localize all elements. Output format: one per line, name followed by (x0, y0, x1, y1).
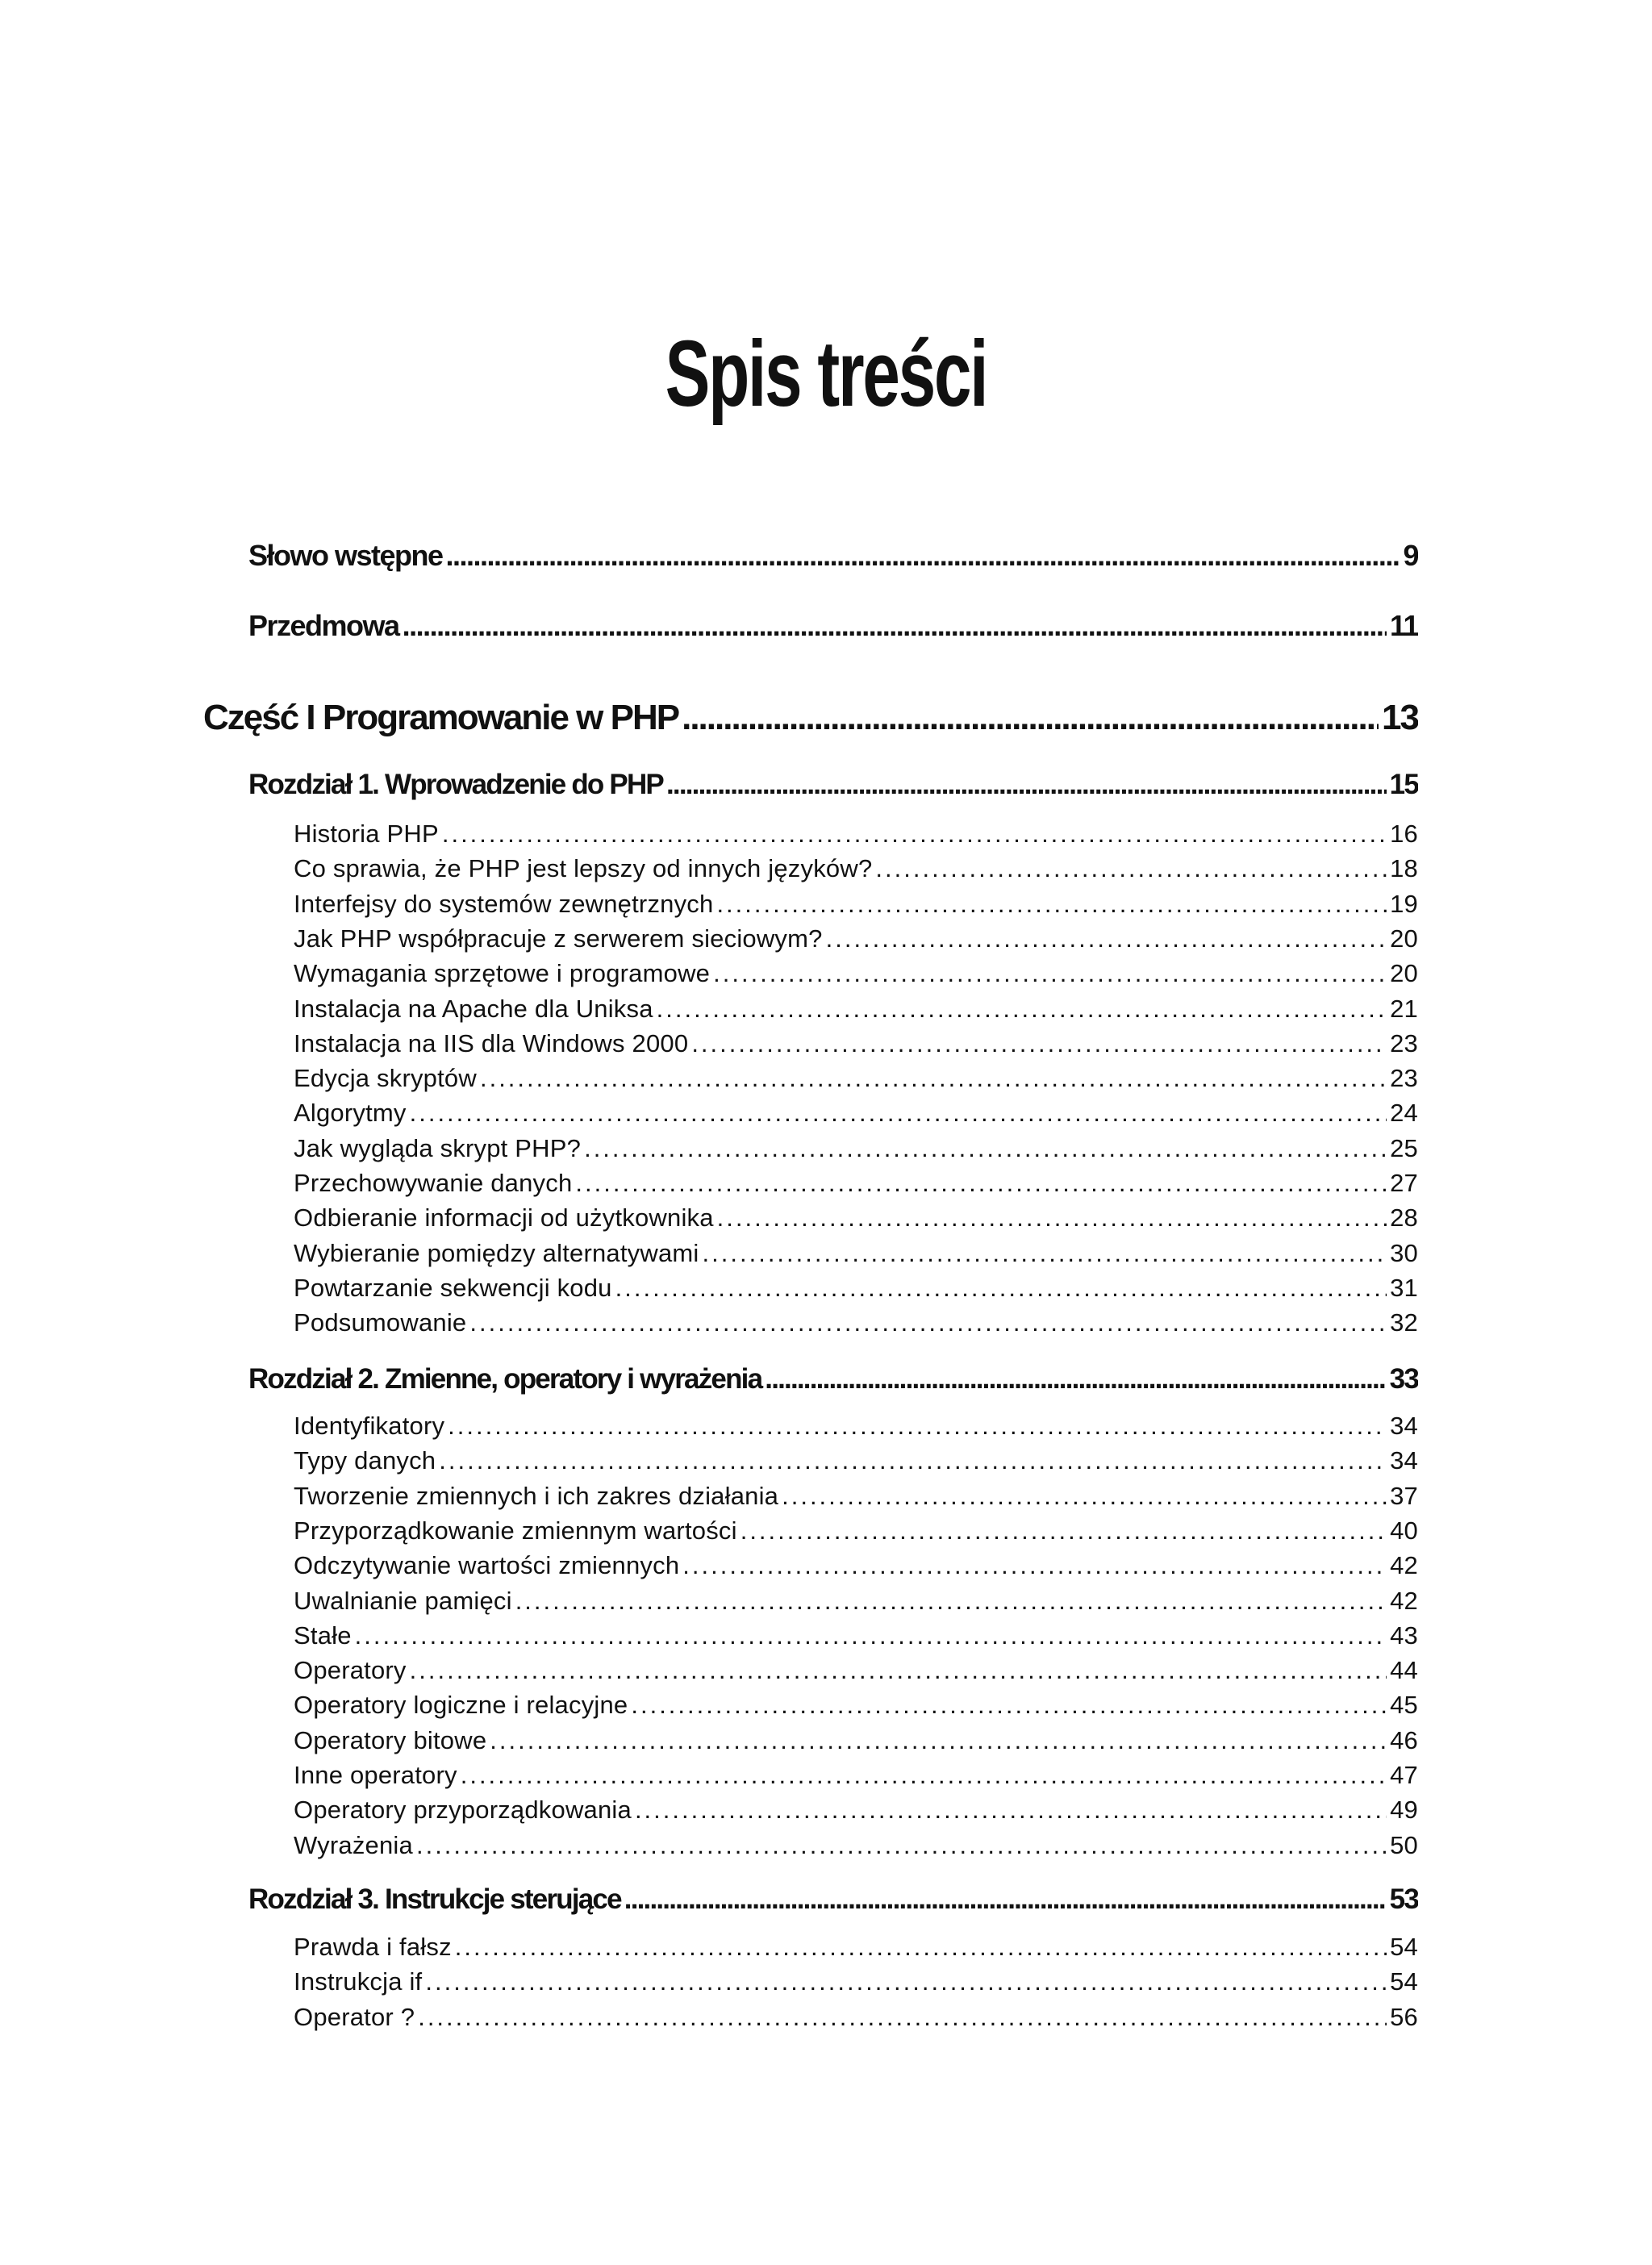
toc-part-entry-label: Część I Programowanie w PHP (203, 698, 679, 737)
toc-section-entry-label: Przyporządkowanie zmiennym wartości (294, 1516, 737, 1545)
toc-section-entry-page-number: 18 (1390, 854, 1418, 882)
toc-section-entry-page-number: 49 (1390, 1796, 1418, 1824)
dot-leader (682, 1551, 1387, 1580)
toc-section-entry-page-number: 34 (1390, 1412, 1418, 1440)
dot-leader (631, 1691, 1387, 1720)
toc-section-entry-label: Co sprawia, że PHP jest lepszy od innych języków? (294, 854, 873, 882)
toc-section-entry-page-number: 21 (1390, 995, 1418, 1023)
toc-section-entry-page-number: 42 (1390, 1551, 1418, 1579)
toc-chapter-entry (248, 1363, 1418, 1395)
toc-section-entry (294, 1831, 1418, 1860)
toc-section-entry-page-number: 20 (1390, 924, 1418, 953)
dot-leader (416, 1831, 1387, 1860)
toc-section-entry (294, 1134, 1418, 1163)
toc-chapter-entry-label: Rozdział 3. Instrukcje sterujące (248, 1883, 621, 1915)
toc-section-entry (294, 890, 1418, 919)
toc-section-entry (294, 1796, 1418, 1825)
toc-section-entry-page-number: 56 (1390, 2003, 1418, 2031)
toc-section-entry-page-number: 24 (1390, 1099, 1418, 1127)
toc-section-entry-label: Wyrażenia (294, 1831, 413, 1859)
toc-section-entry-label: Odczytywanie wartości zmiennych (294, 1551, 680, 1579)
dot-leader (624, 1883, 1387, 1916)
toc-section-entry (294, 1412, 1418, 1441)
toc-section-entry-label: Operatory bitowe (294, 1726, 487, 1754)
toc-section-entry-page-number: 54 (1390, 1967, 1418, 1996)
toc-chapter-entry-label: Rozdział 1. Wprowadzenie do PHP (248, 769, 663, 800)
toc-section-entry-page-number: 31 (1390, 1274, 1418, 1302)
toc-section-entry-label: Instalacja na IIS dla Windows 2000 (294, 1029, 689, 1057)
dot-leader (410, 1656, 1387, 1685)
toc-section-entry (294, 2003, 1418, 2032)
toc-section-entry (294, 1099, 1418, 1128)
page-title: Spis treści (665, 321, 987, 426)
toc-section-entry-page-number: 20 (1390, 959, 1418, 987)
toc-section-entry-label: Operatory logiczne i relacyjne (294, 1691, 628, 1719)
dot-leader (765, 1363, 1386, 1395)
toc-section-entry-page-number: 54 (1390, 1933, 1418, 1961)
toc-section-entry-page-number: 16 (1390, 820, 1418, 848)
toc-section-entry-label: Typy danych (294, 1446, 436, 1475)
dot-leader (666, 769, 1387, 801)
toc-section-entry-page-number: 42 (1390, 1587, 1418, 1615)
toc-section-entry-label: Edycja skryptów (294, 1064, 477, 1092)
dot-leader (461, 1761, 1387, 1790)
toc-part-entry (203, 698, 1418, 738)
toc-section-entry-page-number: 45 (1390, 1691, 1418, 1719)
toc-section-entry (294, 1621, 1418, 1650)
toc-section-entry (294, 959, 1418, 988)
toc-section-entry-page-number: 44 (1390, 1656, 1418, 1684)
toc-section-entry-label: Wybieranie pomiędzy alternatywami (294, 1239, 699, 1267)
toc-section-entry (294, 1656, 1418, 1685)
toc-section-entry (294, 1064, 1418, 1093)
toc-section-entry-label: Jak wygląda skrypt PHP? (294, 1134, 582, 1162)
toc-section-entry (294, 1551, 1418, 1580)
toc-section-entry-label: Operatory (294, 1656, 407, 1684)
dot-leader (469, 1308, 1387, 1337)
toc-section-entry-label: Interfejsy do systemów zewnętrznych (294, 890, 714, 918)
toc-section-entry-label: Instalacja na Apache dla Uniksa (294, 995, 653, 1023)
toc-section-entry (294, 1933, 1418, 1962)
toc-chapter-entry-page-number: 15 (1389, 769, 1418, 800)
toc-section-entry-page-number: 47 (1390, 1761, 1418, 1789)
toc-section-entry-label: Identyfikatory (294, 1412, 445, 1440)
toc-chapter-entry-label: Rozdział 2. Zmienne, operatory i wyrażenia (248, 1363, 762, 1395)
toc-section-entry (294, 1967, 1418, 1996)
toc-front-entry-label: Przedmowa (248, 609, 399, 642)
dot-leader (490, 1726, 1387, 1755)
toc-part-entry-page-number: 13 (1382, 698, 1418, 737)
dot-leader (635, 1796, 1387, 1825)
toc-section-entry-page-number: 23 (1390, 1029, 1418, 1057)
toc-section-entry-page-number: 46 (1390, 1726, 1418, 1754)
toc-section-entry-page-number: 32 (1390, 1308, 1418, 1337)
toc-section-entry (294, 1029, 1418, 1058)
toc-chapter-entry (248, 1883, 1418, 1916)
dot-leader (875, 854, 1387, 883)
dot-leader (740, 1516, 1387, 1545)
dot-leader (439, 1446, 1387, 1475)
dot-leader (615, 1274, 1387, 1303)
toc-section-entry (294, 1587, 1418, 1616)
dot-leader (826, 924, 1387, 953)
toc-section-entry-page-number: 37 (1390, 1482, 1418, 1510)
dot-leader (403, 609, 1387, 643)
toc-section-entry-page-number: 34 (1390, 1446, 1418, 1475)
toc-section-entry-page-number: 25 (1390, 1134, 1418, 1162)
dot-leader (575, 1169, 1387, 1198)
toc-section-entry (294, 995, 1418, 1024)
toc-section-entry-page-number: 43 (1390, 1621, 1418, 1650)
dot-leader (682, 698, 1379, 738)
dot-leader (418, 2003, 1387, 2032)
toc-section-entry-label: Podsumowanie (294, 1308, 467, 1337)
toc-section-entry-page-number: 30 (1390, 1239, 1418, 1267)
toc-section-entry (294, 1274, 1418, 1303)
toc-section-entry-label: Operatory przyporządkowania (294, 1796, 632, 1824)
toc-front-entry (248, 609, 1418, 643)
toc-section-entry (294, 1482, 1418, 1511)
toc-section-entry-label: Jak PHP współpracuje z serwerem sieciowym? (294, 924, 823, 953)
toc-section-entry (294, 1239, 1418, 1268)
dot-leader (657, 995, 1387, 1024)
dot-leader (446, 539, 1400, 573)
dot-leader (703, 1239, 1387, 1268)
toc-section-entry-label: Tworzenie zmiennych i ich zakres działania (294, 1482, 779, 1510)
toc-section-entry (294, 1516, 1418, 1545)
toc-section-entry-label: Odbieranie informacji od użytkownika (294, 1203, 714, 1232)
dot-leader (515, 1587, 1387, 1616)
toc-section-entry (294, 1446, 1418, 1475)
dot-leader (355, 1621, 1387, 1650)
toc-section-entry-label: Instrukcja if (294, 1967, 423, 1996)
toc-chapter-entry-page-number: 33 (1389, 1363, 1418, 1395)
dot-leader (448, 1412, 1387, 1441)
toc-section-entry-label: Inne operatory (294, 1761, 457, 1789)
toc-section-entry (294, 924, 1418, 953)
toc-section-entry-label: Powtarzanie sekwencji kodu (294, 1274, 612, 1302)
toc-section-entry-label: Algorytmy (294, 1099, 407, 1127)
toc-section-entry-label: Operator ? (294, 2003, 415, 2031)
dot-leader (691, 1029, 1387, 1058)
dot-leader (455, 1933, 1387, 1962)
toc-front-entry (248, 539, 1418, 573)
toc-front-entry-page-number: 11 (1389, 609, 1418, 642)
toc-section-entry-page-number: 50 (1390, 1831, 1418, 1859)
toc-section-entry (294, 854, 1418, 883)
dot-leader (584, 1134, 1387, 1163)
toc-section-entry-page-number: 27 (1390, 1169, 1418, 1197)
toc-section-entry (294, 1726, 1418, 1755)
toc-section-entry-page-number: 19 (1390, 890, 1418, 918)
toc-section-entry (294, 820, 1418, 849)
dot-leader (713, 959, 1387, 988)
toc-chapter-entry (248, 769, 1418, 801)
toc-section-entry (294, 1761, 1418, 1790)
dot-leader (717, 1203, 1387, 1233)
dot-leader (425, 1967, 1387, 1996)
toc-front-entry-label: Słowo wstępne (248, 539, 443, 572)
toc-section-entry (294, 1169, 1418, 1198)
toc-section-entry (294, 1203, 1418, 1233)
toc-chapter-entry-page-number: 53 (1389, 1883, 1418, 1915)
toc-section-entry-label: Wymagania sprzętowe i programowe (294, 959, 711, 987)
toc-section-entry-label: Stałe (294, 1621, 352, 1650)
dot-leader (782, 1482, 1387, 1511)
dot-leader (480, 1064, 1387, 1093)
dot-leader (442, 820, 1387, 849)
dot-leader (716, 890, 1387, 919)
toc-section-entry (294, 1691, 1418, 1720)
toc-section-entry-label: Historia PHP (294, 820, 439, 848)
toc-section-entry-page-number: 23 (1390, 1064, 1418, 1092)
toc-section-entry-label: Przechowywanie danych (294, 1169, 573, 1197)
toc-front-entry-page-number: 9 (1403, 539, 1418, 572)
toc-section-entry (294, 1308, 1418, 1337)
toc-section-entry-label: Uwalnianie pamięci (294, 1587, 512, 1615)
dot-leader (410, 1099, 1387, 1128)
toc-section-entry-page-number: 28 (1390, 1203, 1418, 1232)
toc-section-entry-page-number: 40 (1390, 1516, 1418, 1545)
toc-section-entry-label: Prawda i fałsz (294, 1933, 452, 1961)
